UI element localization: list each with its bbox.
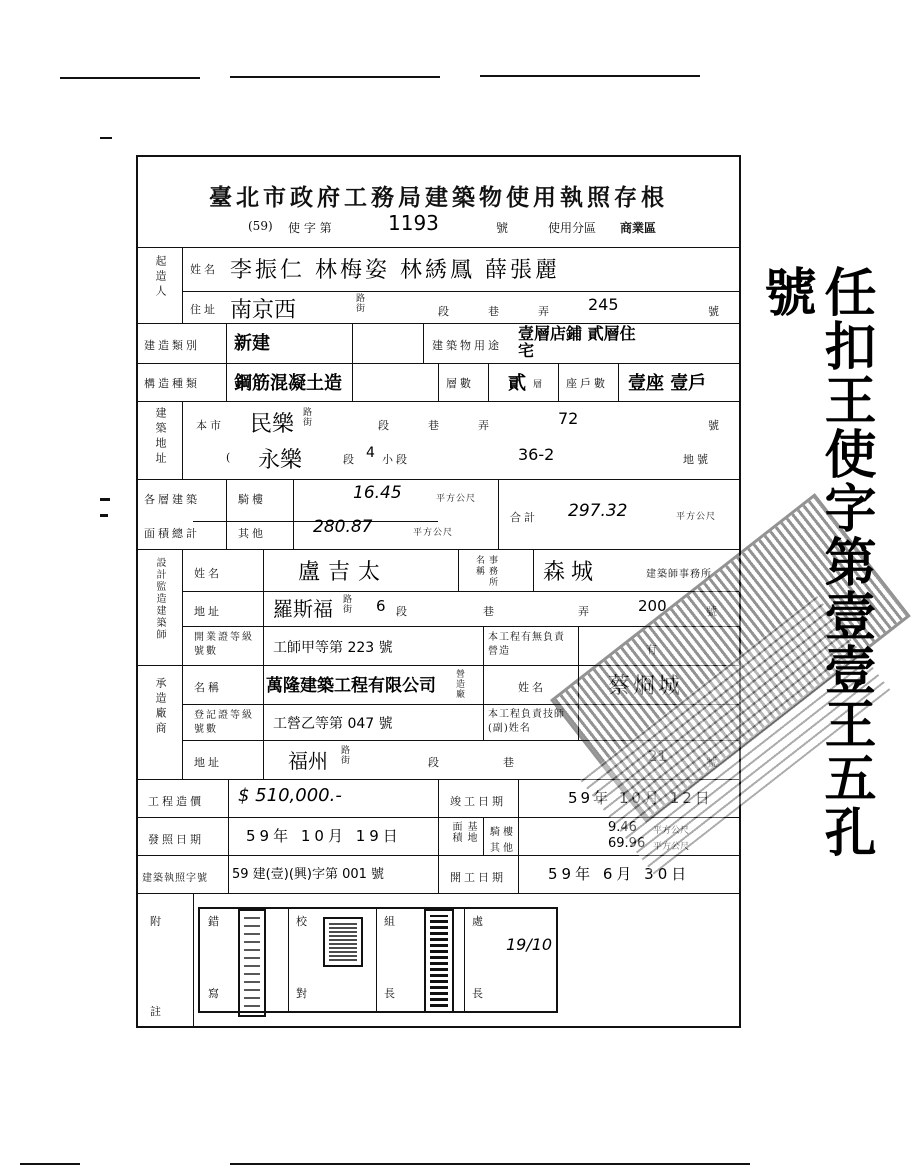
license-year: (59) [248, 219, 273, 233]
scan-mark [20, 1163, 80, 1165]
contractor-road-label: 路街 [339, 745, 349, 765]
structure-label: 構造種類 [144, 377, 200, 390]
site-lane-label: 巷 [428, 419, 442, 432]
designer-no-label: 號 [706, 605, 720, 618]
households-label: 座戶數 [566, 377, 608, 390]
notes-label-top: 附 [150, 915, 164, 928]
base-other-unit: 平方公尺 [653, 842, 690, 852]
license-prefix: 使 字 第 [288, 221, 332, 235]
applicant-alley-label: 弄 [538, 305, 552, 318]
use-label: 建築物用途 [432, 339, 502, 352]
site-road: 民樂 [250, 412, 295, 437]
contractor-no-label: 號 [706, 756, 720, 769]
zone-value: 商業區 [620, 221, 657, 235]
contractor-reg-label: 登記證等級號數 [194, 710, 254, 735]
area-ground-value: 16.45 [353, 483, 402, 503]
box3-bottom: 長 [384, 987, 398, 1000]
scan-mark [60, 77, 200, 79]
designer-sec-label: 段 [396, 605, 410, 618]
handwritten-date: 19/10 [506, 935, 553, 954]
site-house-no: 72 [558, 409, 579, 428]
contractor-section-label: 承造廠商 [154, 677, 167, 737]
applicant-address-label: 住址 [190, 303, 218, 316]
designer-sec-no: 6 [376, 597, 386, 615]
site-district: 永樂 [258, 448, 303, 473]
contractor-type-label: 營造廠 [454, 669, 464, 699]
form-title: 臺北市政府工務局建築物使用執照存根 [209, 184, 668, 211]
designer-responsible-label: 本工程有無負責營造 [488, 632, 565, 657]
area-label-2: 面積總計 [144, 527, 200, 540]
site-road-label: 路街 [301, 407, 311, 427]
site-lot-no: 36-2 [518, 445, 555, 464]
contractor-road: 福州 [288, 749, 328, 773]
site-subsection-label: 小段 [382, 453, 410, 466]
designer-office: 森城 [543, 560, 600, 585]
box4-top: 處 [472, 915, 486, 928]
side-text: 任扣王使字第壹壹王五孔號 [755, 265, 876, 859]
area-total-label: 合計 [510, 511, 538, 524]
designer-road-label: 路街 [341, 594, 351, 614]
permit-label: 建築執照字號 [142, 873, 208, 884]
households-value: 壹座 壹戶 [628, 373, 707, 394]
personal-seal-2 [323, 917, 363, 967]
site-section-label: 建築地址 [154, 407, 167, 467]
designer-office-suffix: 建築師事務所 [646, 569, 712, 580]
scan-mark [480, 75, 700, 77]
designer-lane-label: 巷 [483, 605, 497, 618]
contractor-person: 蔡烱城 [608, 674, 684, 699]
area-other-label: 其他 [238, 527, 266, 540]
box1-bottom: 寫 [208, 987, 222, 1000]
category-label: 建造類別 [144, 339, 200, 352]
base-label: 基地面積 [450, 821, 476, 843]
floors-label: 層數 [446, 377, 474, 390]
contractor-name-label: 名稱 [194, 681, 222, 694]
scan-mark [230, 76, 440, 78]
site-alley-label: 弄 [478, 419, 492, 432]
side-text-strip [755, 265, 876, 905]
contractor-sec-label: 段 [428, 756, 442, 769]
site-lot-label: 地號 [683, 453, 711, 466]
designer-name: 盧吉太 [298, 560, 389, 585]
designer-license-label: 開業證等級號數 [194, 632, 254, 657]
base-other-label: 其他 [490, 843, 516, 854]
designer-section-label: 設計監造建築師 [154, 557, 165, 641]
contractor-reg-value: 工營乙等第 047 號 [273, 716, 393, 732]
area-total-value: 297.32 [568, 501, 628, 521]
diagonal-stamp [540, 610, 750, 980]
box2-bottom: 對 [296, 987, 310, 1000]
area-label-1: 各層建築 [144, 493, 200, 506]
applicant-names: 李振仁 林梅姿 林綉鳳 薛張麗 [230, 258, 560, 283]
applicant-street: 南京西 [230, 298, 297, 323]
applicant-house-no: 245 [588, 295, 619, 314]
issue-value: 59年 10月 19日 [246, 827, 402, 845]
site-district-sec-label: 段 [343, 453, 357, 466]
designer-name-label: 姓名 [194, 567, 222, 580]
applicant-no-label: 號 [708, 305, 722, 318]
zone-label: 使用分區 [548, 221, 597, 235]
structure-value: 鋼筋混凝土造 [234, 373, 342, 394]
cost-label: 工程造價 [148, 795, 204, 808]
scan-mark [100, 514, 108, 517]
area-total-unit: 平方公尺 [676, 512, 717, 522]
designer-house-no: 200 [638, 597, 667, 615]
license-number: 1193 [388, 211, 439, 235]
cost-value: $ 510,000.- [238, 785, 342, 806]
start-value: 59年 6月 30日 [548, 865, 691, 883]
use-value: 壹層店鋪 貳層住宅 [518, 324, 636, 360]
site-paren: ( [226, 451, 234, 464]
category-value: 新建 [234, 333, 270, 354]
box1-top: 錯 [208, 915, 222, 928]
floor-unit: 層 [533, 380, 546, 390]
contractor-house-no: 21 [648, 747, 668, 765]
contractor-lane-label: 巷 [503, 756, 517, 769]
complete-value: 59年 10月 12日 [568, 789, 713, 807]
contractor-tech-label: 本工程負責技師(副)姓名 [488, 709, 565, 734]
area-ground-label: 騎樓 [238, 493, 266, 506]
applicant-section-label: 起造人 [154, 255, 167, 300]
designer-address-label: 地址 [194, 605, 222, 618]
site-city: 本市 [196, 419, 224, 432]
designer-road: 羅斯福 [273, 597, 333, 621]
base-other-value: 69.96 [608, 836, 646, 851]
base-ground-unit: 平方公尺 [653, 826, 690, 836]
floors-value: 貳 [508, 373, 526, 394]
site-subsection: 4 [366, 445, 375, 461]
box3-top: 組 [384, 915, 398, 928]
scan-mark [100, 137, 112, 139]
applicant-road-label: 路街 [354, 293, 364, 313]
designer-office-label: 事務所名稱 [474, 555, 497, 588]
applicant-lane-label: 巷 [488, 305, 502, 318]
designer-responsible-value: 有 [646, 643, 660, 656]
complete-label: 竣工日期 [450, 795, 506, 808]
applicant-sec-label: 段 [438, 305, 452, 318]
start-label: 開工日期 [450, 871, 506, 884]
box4-bottom: 長 [472, 987, 486, 1000]
scan-mark [230, 1163, 750, 1165]
area-ground-unit: 平方公尺 [436, 494, 477, 504]
scan-mark [100, 498, 110, 501]
area-other-value: 280.87 [313, 517, 373, 537]
box2-top: 校 [296, 915, 310, 928]
notes-label-bottom: 註 [150, 1005, 164, 1018]
site-sec-label: 段 [378, 419, 392, 432]
contractor-name: 萬隆建築工程有限公司 [266, 676, 436, 696]
contractor-address-label: 地址 [194, 756, 222, 769]
applicant-name-label: 姓名 [190, 263, 218, 276]
license-suffix: 號 [496, 221, 509, 235]
base-ground-label: 騎樓 [490, 827, 516, 838]
issue-label: 發照日期 [148, 833, 204, 846]
base-ground-value: 9.46 [608, 820, 637, 835]
area-other-unit: 平方公尺 [413, 528, 454, 538]
site-no-label: 號 [708, 419, 722, 432]
contractor-person-label: 姓名 [518, 681, 546, 694]
designer-license-value: 工師甲等第 223 號 [273, 640, 393, 656]
permit-value: 59 建(壹)(興)字第 001 號 [232, 867, 385, 882]
personal-seal-1 [238, 909, 266, 1017]
personal-seal-3 [424, 909, 454, 1013]
designer-alley-label: 弄 [578, 605, 592, 618]
